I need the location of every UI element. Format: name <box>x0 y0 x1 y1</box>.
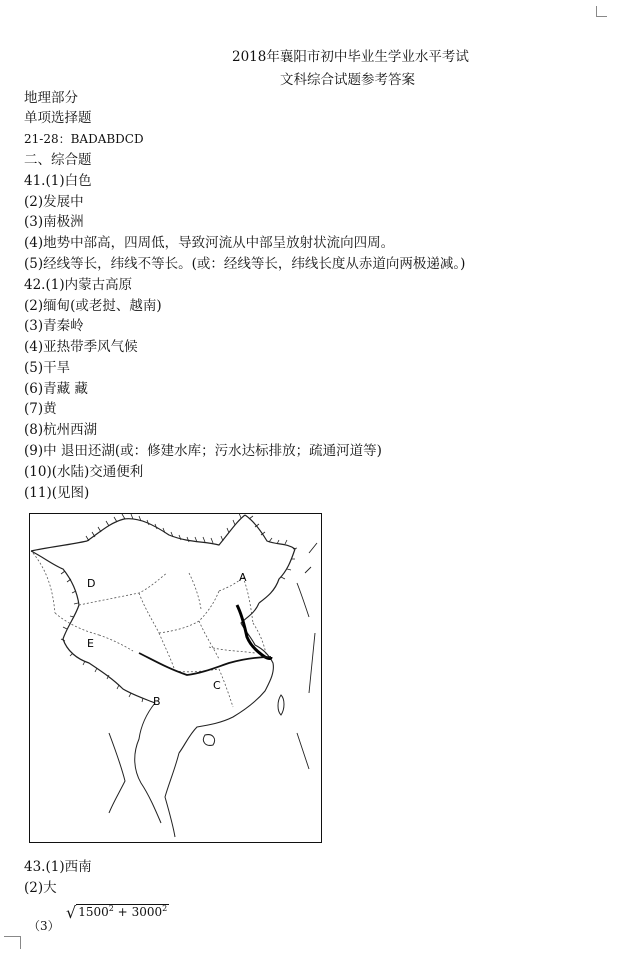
answer-42-9: (9)中 退田还湖(或：修建水库；污水达标排放；疏通河道等) <box>24 443 382 459</box>
formula-term-3000: 3000 <box>131 905 163 919</box>
answer-41-4: (4)地势中部高，四周低，导致河流从中部呈放射状流向四周。 <box>24 235 395 251</box>
map-label-e: E <box>87 637 94 650</box>
map-label-c: C <box>213 679 221 692</box>
formula-plus: + <box>117 905 128 919</box>
answer-42-5: (5)干旱 <box>24 360 71 376</box>
answer-43-2: (2)大 <box>24 880 57 896</box>
answer-42-1: 42.(1)内蒙古高原 <box>24 277 133 293</box>
answer-42-2: (2)缅甸(或老挝、越南) <box>24 298 162 314</box>
radicand <box>76 904 169 919</box>
answer-43-1: 43.(1)西南 <box>24 859 92 875</box>
map-label-a: A <box>239 571 247 584</box>
formula-term-1500: 1500 <box>78 905 109 919</box>
answer-42-8: (8)杭州西湖 <box>24 422 98 438</box>
map-frame <box>30 514 322 843</box>
answer-21-28: 21-28：BADABDCD <box>24 132 144 146</box>
map-label-d: D <box>87 577 96 590</box>
section-heading-comprehensive: 二、综合题 <box>24 152 92 168</box>
section-heading-geography: 地理部分 <box>24 90 78 106</box>
answer-42-10: (10)(水陆)交通便利 <box>24 464 144 480</box>
document-title: 2018年襄阳市初中毕业生学业水平考试 <box>232 49 469 65</box>
formula-exponent-1: 2 <box>108 904 114 913</box>
answer-43-3-label: （3） <box>28 919 60 933</box>
answer-43-3-formula <box>66 903 169 922</box>
answer-42-6: (6)青藏 藏 <box>24 381 88 397</box>
answer-41-5: (5)经线等长，纬线不等长。(或：经线等长，纬线长度从赤道向两极递减。) <box>24 256 466 272</box>
document-subtitle: 文科综合试题参考答案 <box>280 72 415 88</box>
answer-41-1: 41.(1)白色 <box>24 173 92 189</box>
answer-42-3: (3)青秦岭 <box>24 318 84 334</box>
page-corner-mark-top-right <box>596 6 607 17</box>
china-map-figure <box>29 513 322 843</box>
answer-41-3: (3)南极洲 <box>24 214 84 230</box>
formula-exponent-2: 2 <box>162 904 168 913</box>
map-label-b: B <box>153 695 161 708</box>
sqrt-symbol: √ <box>66 903 77 922</box>
answer-42-11: (11)(见图) <box>24 485 90 501</box>
page-corner-mark-bottom-left <box>4 936 21 949</box>
answer-42-4: (4)亚热带季风气候 <box>24 339 138 355</box>
answer-41-2: (2)发展中 <box>24 194 84 210</box>
answer-42-7: (7)黄 <box>24 401 57 417</box>
section-heading-single-choice: 单项选择题 <box>24 110 92 126</box>
